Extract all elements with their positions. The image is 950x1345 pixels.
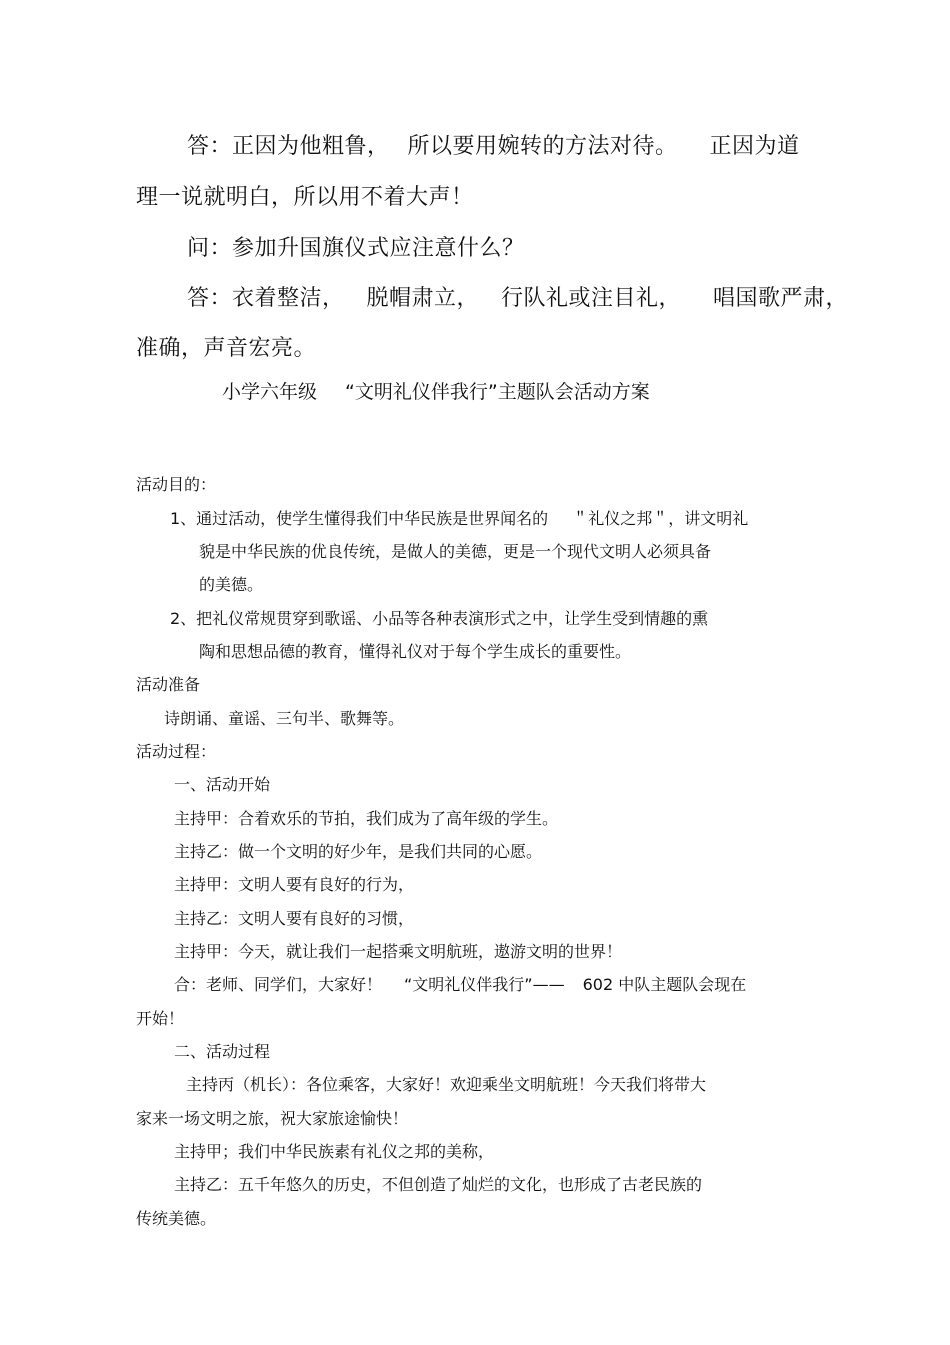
dialogue-line: 主持乙：文明人要有良好的习惯， bbox=[174, 909, 415, 928]
answer-2-part-4: 唱国歌严肃， bbox=[713, 286, 849, 311]
chorus-part-3: 602 中队主题队会现在 bbox=[582, 975, 747, 994]
dialogue-line: 主持乙：做一个文明的好少年，是我们共同的心愿。 bbox=[174, 842, 543, 861]
answer-1-part-3: 正因为道 bbox=[709, 134, 800, 159]
host-bing-line-1: 主持丙（机长）：各位乘客，大家好！欢迎乘坐文明航班！今天我们将带大 bbox=[186, 1075, 707, 1094]
host-yi-line-2: 传统美德。 bbox=[136, 1209, 217, 1228]
document-title bbox=[222, 383, 650, 402]
dialogue-line: 主持甲：今天，就让我们一起搭乘文明航班，遨游文明的世界！ bbox=[174, 942, 623, 961]
purpose-heading: 活动目的： bbox=[136, 475, 217, 494]
answer-2-line-1 bbox=[187, 288, 848, 310]
answer-1-part-2: 所以要用婉转的方法对待。 bbox=[407, 134, 678, 159]
chorus-line bbox=[174, 977, 746, 993]
host-jia-line: 主持甲；我们中华民族素有礼仪之邦的美称， bbox=[174, 1142, 495, 1161]
chorus-part-1: 合：老师、同学们，大家好！ bbox=[174, 975, 383, 994]
answer-2-continuation: 准确，声音宏亮。 bbox=[136, 336, 317, 361]
purpose-item-2-line-1: 2、把礼仪常规贯穿到歌谣、小品等各种表演形式之中，让学生受到情趣的熏 bbox=[170, 609, 709, 628]
dialogue-line: 主持甲：合着欢乐的节拍，我们成为了高年级的学生。 bbox=[174, 809, 559, 828]
chorus-continuation: 开始！ bbox=[136, 1009, 185, 1028]
answer-2-part-2: 脱帽肃立， bbox=[366, 286, 480, 311]
prep-text: 诗朗诵、童谣、三句半、歌舞等。 bbox=[164, 709, 405, 728]
host-bing-line-2: 家来一场文明之旅，祝大家旅途愉快！ bbox=[136, 1109, 409, 1128]
purpose-item-1-line-1 bbox=[170, 511, 748, 527]
chorus-part-2: “文明礼仪伴我行”—— bbox=[404, 975, 565, 994]
answer-2-part-1: 答：衣着整洁， bbox=[187, 286, 345, 311]
answer-1-continuation: 理一说就明白，所以用不着大声！ bbox=[136, 185, 474, 210]
section-2-heading: 二、活动过程 bbox=[174, 1042, 271, 1061]
title-grade: 小学六年级 bbox=[222, 381, 318, 403]
question-2: 问：参加升国旗仪式应注意什么？ bbox=[187, 236, 525, 261]
process-heading: 活动过程： bbox=[136, 742, 217, 761]
purpose-item-1-text-b: ＂礼仪之邦＂，讲文明礼 bbox=[572, 509, 749, 528]
purpose-item-1-text-a: 1、通过活动，使学生懂得我们中华民族是世界闻名的 bbox=[170, 509, 549, 528]
dialogue-line: 主持甲：文明人要有良好的行为， bbox=[174, 875, 415, 894]
host-yi-line-1: 主持乙：五千年悠久的历史，不但创造了灿烂的文化，也形成了古老民族的 bbox=[174, 1175, 703, 1194]
answer-1-line-1 bbox=[187, 136, 800, 158]
section-1-heading: 一、活动开始 bbox=[174, 775, 271, 794]
purpose-item-2-line-2: 陶和思想品德的教育，懂得礼仪对于每个学生成长的重要性。 bbox=[199, 642, 632, 661]
title-theme: “文明礼仪伴我行”主题队会活动方案 bbox=[345, 381, 650, 403]
answer-2-part-3: 行队礼或注目礼， bbox=[501, 286, 682, 311]
answer-1-part-1: 答：正因为他粗鲁， bbox=[187, 134, 390, 159]
prep-heading: 活动准备 bbox=[136, 675, 201, 694]
purpose-item-1-line-3: 的美德。 bbox=[199, 575, 264, 594]
purpose-item-1-line-2: 貌是中华民族的优良传统，是做人的美德，更是一个现代文明人必须具备 bbox=[199, 542, 712, 561]
